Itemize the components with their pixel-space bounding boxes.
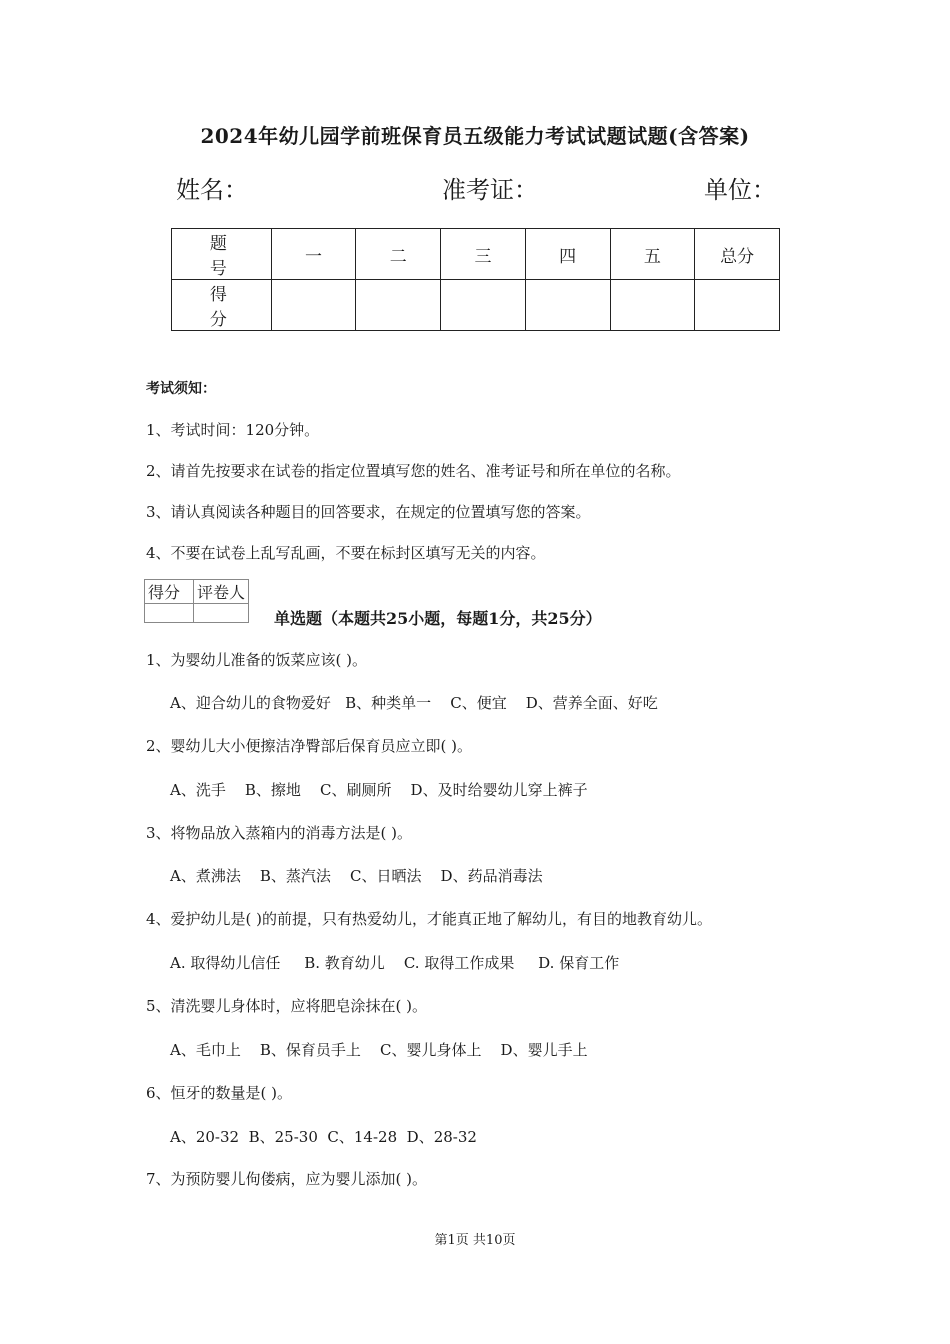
question: 3、将物品放入蒸箱内的消毒方法是( )。 xyxy=(146,824,413,842)
score-table-cell: 四 xyxy=(525,229,610,280)
score-table-cell: 题 号 xyxy=(172,229,272,280)
score-entry-cell xyxy=(525,280,610,331)
question: 4、爱护幼儿是( )的前提，只有热爱幼儿，才能真正地了解幼儿，有目的地教育幼儿。 xyxy=(146,910,713,928)
section-title: 单选题（本题共25小题，每题1分，共25分） xyxy=(274,609,602,628)
question: 2、婴幼儿大小便擦洁净臀部后保育员应立即( )。 xyxy=(146,737,473,755)
name-label: 姓名： xyxy=(176,176,248,204)
grader-reviewer-label: 评卷人 xyxy=(194,580,249,604)
notice-title: 考试须知： xyxy=(146,381,216,397)
notice-item: 3、请认真阅读各种题目的回答要求，在规定的位置填写您的答案。 xyxy=(146,503,591,521)
unit-label: 单位： xyxy=(704,176,776,204)
score-table-cell: 五 xyxy=(610,229,695,280)
score-table-cell: 一 xyxy=(271,229,356,280)
score-table xyxy=(171,228,780,331)
question: 5、清洗婴儿身体时，应将肥皂涂抹在( )。 xyxy=(146,997,428,1015)
question: 1、为婴幼儿准备的饭菜应该( )。 xyxy=(146,651,368,669)
candidate-info-row xyxy=(176,170,776,202)
score-table-cell: 三 xyxy=(441,229,526,280)
score-entry-cell xyxy=(695,280,780,331)
exam-id-label: 准考证： xyxy=(442,176,538,204)
grader-score-label: 得分 xyxy=(145,580,194,604)
grader-table xyxy=(144,579,249,623)
grader-score-cell xyxy=(145,604,194,623)
grader-reviewer-cell xyxy=(194,604,249,623)
question-options: A、20-32 B、25-30 C、14-28 D、28-32 xyxy=(170,1128,477,1146)
score-entry-cell xyxy=(356,280,441,331)
score-entry-cell xyxy=(441,280,526,331)
notice-item: 2、请首先按要求在试卷的指定位置填写您的姓名、准考证号和所在单位的名称。 xyxy=(146,462,681,480)
score-table-header-row xyxy=(172,229,780,280)
score-table-cell: 二 xyxy=(356,229,441,280)
score-entry-cell xyxy=(610,280,695,331)
question-options: A、迎合幼儿的食物爱好 B、种类单一 C、便宜 D、营养全面、好吃 xyxy=(170,694,658,712)
score-table-score-row xyxy=(172,280,780,331)
page-footer: 第1页 共10页 xyxy=(434,1233,516,1248)
question-options: A. 取得幼儿信任 B. 教育幼儿 C. 取得工作成果 D. 保育工作 xyxy=(170,954,620,972)
notice-item: 4、不要在试卷上乱写乱画，不要在标封区填写无关的内容。 xyxy=(146,544,546,562)
notice-item: 1、考试时间：120分钟。 xyxy=(146,421,320,439)
score-row-label: 得 分 xyxy=(172,280,272,331)
question: 7、为预防婴儿佝偻病，应为婴儿添加( )。 xyxy=(146,1170,428,1188)
score-entry-cell xyxy=(271,280,356,331)
question-options: A、毛巾上 B、保育员手上 C、婴儿身体上 D、婴儿手上 xyxy=(170,1041,588,1059)
page-title: 2024年幼儿园学前班保育员五级能力考试试题试题(含答案) xyxy=(200,124,750,148)
question-options: A、煮沸法 B、蒸汽法 C、日晒法 D、药品消毒法 xyxy=(170,867,543,885)
score-table-cell: 总分 xyxy=(695,229,780,280)
question: 6、恒牙的数量是( )。 xyxy=(146,1084,293,1102)
question-options: A、洗手 B、擦地 C、刷厕所 D、及时给婴幼儿穿上裤子 xyxy=(170,781,588,799)
